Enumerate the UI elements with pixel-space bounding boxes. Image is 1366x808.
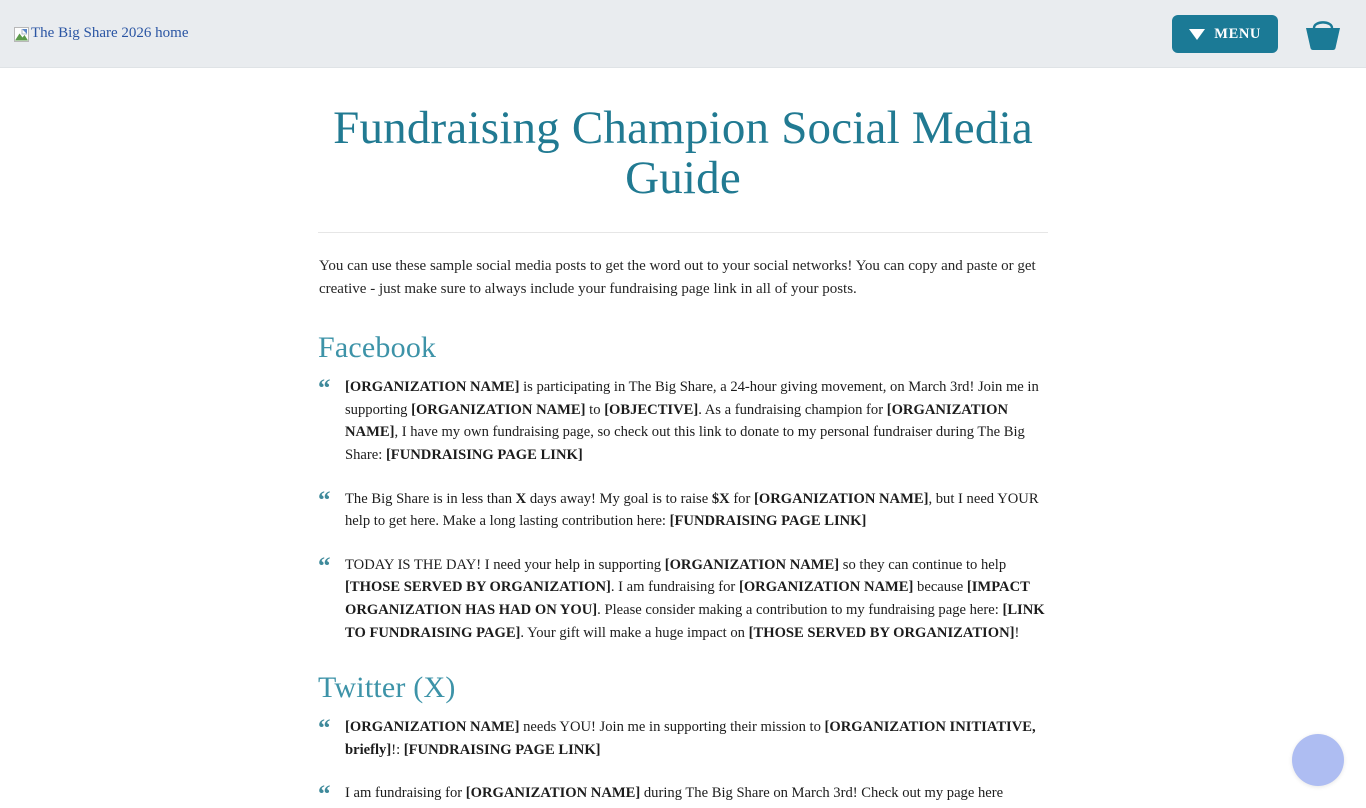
post-text-run: is participating in The Big Share, a 24-hour giving movement, on March 3rd! Join me in supporting xyxy=(345,379,1039,418)
chat-widget-button[interactable] xyxy=(1292,734,1344,786)
post-text-run: , but I need YOUR help to get here. Make a long lasting contribution here: xyxy=(345,490,1039,530)
placeholder-token: [FUNDRAISING PAGE LINK] xyxy=(385,446,583,463)
sample-post-quote xyxy=(318,716,1048,761)
post-text-run: during The Big Share on March 3rd! Check out my page here xyxy=(640,785,1004,802)
menu-button[interactable] xyxy=(1172,15,1278,53)
post-text-run: , I have my own fundraising page, so check out this link to donate to my personal fundraiser during The Big Share: xyxy=(345,424,1025,463)
page-title: Fundraising Champion Social Media Guide xyxy=(333,102,1033,204)
menu-button-label: MENU xyxy=(1214,25,1261,42)
header-actions xyxy=(1172,0,1344,68)
placeholder-token: [ORGANIZATION NAME] xyxy=(664,556,840,573)
placeholder-token: X xyxy=(515,490,527,507)
shopping-basket-icon xyxy=(1302,42,1344,57)
post-text-run: days away! My goal is to raise xyxy=(526,490,712,507)
quote-mark-icon: “ xyxy=(318,781,331,808)
post-text-run: The Big Share is in less than xyxy=(345,490,516,507)
post-text-run: to xyxy=(585,401,605,418)
placeholder-token: [IMPACT ORGANIZATION HAS HAD ON YOU] xyxy=(345,579,1030,618)
sample-post-quote xyxy=(318,781,1048,808)
title-divider xyxy=(318,232,1048,233)
placeholder-token: [FUNDRAISING PAGE LINK] xyxy=(669,513,867,530)
sample-post-quote xyxy=(318,488,1048,533)
post-text-run: ! xyxy=(1014,624,1020,641)
site-header xyxy=(0,0,1366,68)
post-text-run: . Your gift will make a huge impact on xyxy=(520,624,749,641)
placeholder-token: [LINK TO FUNDRAISING PAGE] xyxy=(345,602,1045,641)
placeholder-token: [ORGANIZATION NAME] xyxy=(345,401,1009,441)
placeholder-token: [ORGANIZATION NAME] xyxy=(738,579,914,596)
placeholder-token: [ORGANIZATION INITIATIVE, briefly] xyxy=(345,719,1036,758)
placeholder-token: [THOSE SERVED BY ORGANIZATION] xyxy=(748,624,1015,641)
placeholder-token: [ORGANIZATION NAME] xyxy=(345,379,520,396)
sample-post-quote xyxy=(318,554,1048,644)
brand-home-link[interactable] xyxy=(14,26,188,41)
post-text-run: . As a fundraising champion for xyxy=(698,401,887,418)
sample-post-text xyxy=(345,491,1039,530)
placeholder-token: [ORGANIZATION NAME] xyxy=(345,719,520,736)
post-text-run: . I am fundraising for xyxy=(610,579,739,596)
cart-button[interactable] xyxy=(1302,14,1344,54)
post-text-run: I am fundraising for xyxy=(345,785,466,802)
post-text-run: needs YOU! Join me in supporting their mission to xyxy=(519,719,825,736)
placeholder-token: [OBJECTIVE] xyxy=(604,401,699,418)
sample-post-text xyxy=(345,557,1045,641)
post-text-run: !: xyxy=(391,741,404,758)
placeholder-token: [ORGANIZATION NAME] xyxy=(411,401,586,418)
broken-image-icon xyxy=(14,27,29,42)
social-sections xyxy=(318,331,1048,808)
quote-mark-icon: “ xyxy=(318,375,331,403)
post-text-run: so they can continue to help xyxy=(839,556,1007,573)
sample-post-text xyxy=(345,785,1003,801)
page-content xyxy=(318,68,1048,808)
brand-alt-text: The Big Share 2026 home xyxy=(31,25,189,41)
section-heading-twitter-x: Twitter (X) xyxy=(318,671,456,705)
post-text-run: because xyxy=(913,579,967,596)
sample-post-text xyxy=(345,719,1036,758)
quote-mark-icon: “ xyxy=(318,552,331,580)
placeholder-token: [FUNDRAISING PAGE LINK] xyxy=(403,741,601,758)
post-text-run: TODAY IS THE DAY! I need your help in supporting xyxy=(345,556,665,573)
placeholder-token: [ORGANIZATION NAME] xyxy=(465,785,641,802)
post-text-run: for xyxy=(729,490,754,507)
section-heading-facebook: Facebook xyxy=(318,331,437,365)
placeholder-token: $X xyxy=(711,490,730,507)
placeholder-token: [ORGANIZATION NAME] xyxy=(754,490,929,507)
post-text-run: . Please consider making a contribution to my fundraising page here: xyxy=(597,602,1003,618)
quote-mark-icon: “ xyxy=(318,486,331,514)
quote-mark-icon: “ xyxy=(318,715,331,743)
placeholder-token: [THOSE SERVED BY ORGANIZATION] xyxy=(345,579,611,596)
sample-post-quote xyxy=(318,376,1048,466)
caret-down-icon xyxy=(1189,29,1205,40)
sample-post-text xyxy=(345,379,1039,463)
intro-paragraph: You can use these sample social media posts to get the word out to your social networks! You can copy and paste or get creative - just make sure to always include your fundraising page link in all of your posts. xyxy=(319,257,1036,297)
